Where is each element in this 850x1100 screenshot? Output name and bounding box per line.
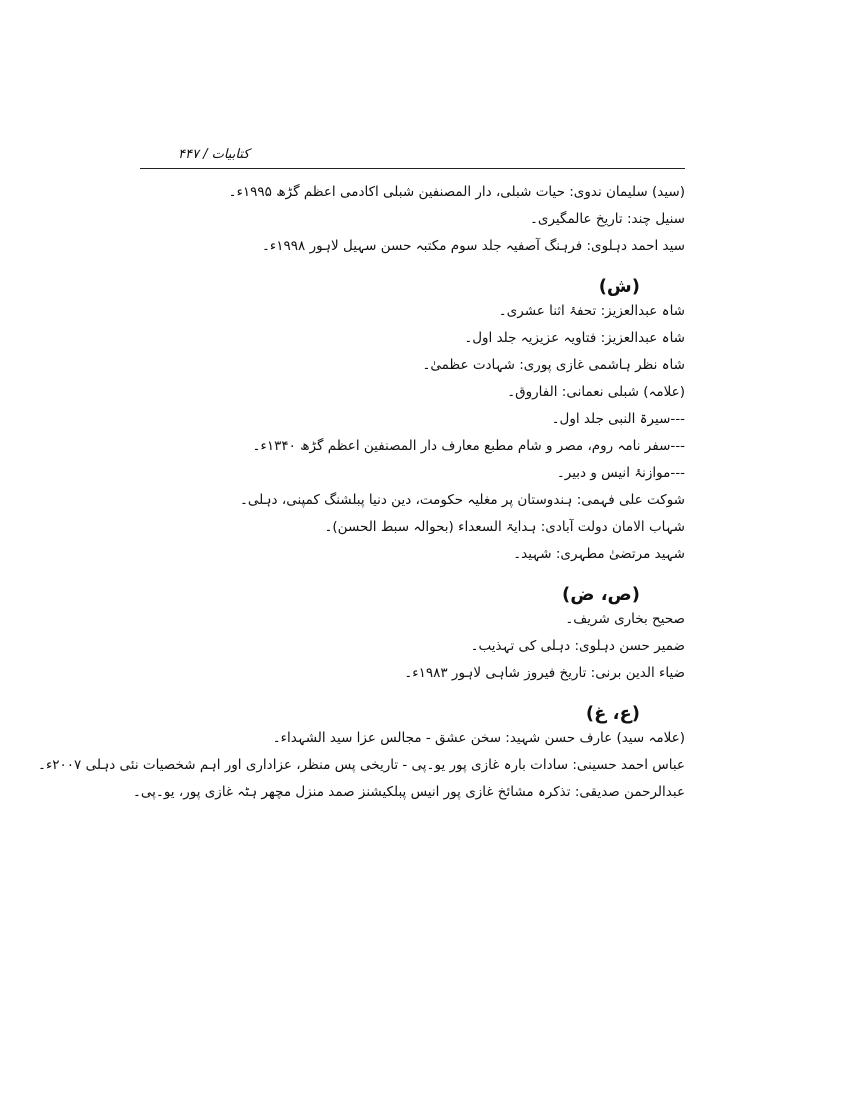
bibliography-entry: سید احمد دہلوی: فرہنگ آصفیہ جلد سوم مکتبہ حسن سہیل لاہور ۱۹۹۸ء۔ [262,238,685,254]
bibliography-entry: شاہ عبدالعزیز: فتاویہ عزیزیہ جلد اول۔ [464,330,685,346]
bibliography-entry: شوکت علی فہمی: ہندوستان پر مغلیہ حکومت، دین دنیا پبلشنگ کمپنی، دہلی۔ [240,492,685,508]
bibliography-entry: شہید مرتضیٰ مطہری: شہید۔ [513,546,685,562]
bibliography-entry: ---موازنۂ انیس و دبیر۔ [556,465,685,481]
section-ain-ghain [38,728,685,809]
bibliography-entry: (سید) سلیمان ندوی: حیات شبلی، دار المصنفین شبلی اکادمی اعظم گڑھ ۱۹۹۵ء۔ [228,184,685,200]
bibliography-entry: عبدالرحمن صدیقی: تذکرہ مشائخ غازی پور انیس پبلکیشنز صمد منزل مچھر ہٹہ غازی پور، یو۔پی۔ [132,784,685,800]
page-header [140,146,685,169]
section-sheen [140,301,685,571]
section-heading-sheen: (ش) [598,276,640,297]
bibliography-entry: (علامہ) شبلی نعمانی: الفاروق۔ [507,384,685,400]
bibliography-entry: ضمیر حسن دہلوی: دہلی کی تہذیب۔ [470,638,685,654]
bibliography-entry: صحیح بخاری شریف۔ [565,611,685,627]
bibliography-entry: شاہ نظر ہاشمی غازی پوری: شہادت عظمیٰ۔ [422,357,685,373]
bibliography-entry: شاہ عبدالعزیز: تحفۂ اثنا عشری۔ [498,303,685,319]
bibliography-entry: عباس احمد حسینی: سادات بارہ غازی پور یو۔پی - تاریخی پس منظر، عزاداری اور اہم شخصیات نئی دہلی ۲۰۰۷ء۔ [38,757,685,773]
bibliography-entry: شہاب الامان دولت آبادی: ہدایۃ السعداء (بحوالہ سبط الحسن)۔ [324,519,685,535]
running-title: کتابیات / ۴۴۷ [178,147,250,162]
bibliography-entry: ---سفر نامہ روم، مصر و شام مطبع معارف دار المصنفین اعظم گڑھ ۱۳۴۰ء۔ [252,438,685,454]
bibliography-entry: ضیاء الدین برنی: تاریخ فیروز شاہی لاہور ۱۹۸۳ء۔ [404,665,685,681]
bibliography-entry: ---سیرۃ النبی جلد اول۔ [551,411,685,427]
section-heading-ain-ghain: (ع، غ) [585,703,640,724]
section-heading-suad-zuad: (ص، ض) [562,584,640,605]
bibliography-entry: سنیل چند: تاریخ عالمگیری۔ [529,211,685,227]
section-suad-zuad [140,609,685,690]
bibliography-body [38,182,685,809]
bibliography-entry: (علامہ سید) عارف حسن شہید: سخن عشق - مجالس عزا سید الشہداء۔ [272,730,685,746]
